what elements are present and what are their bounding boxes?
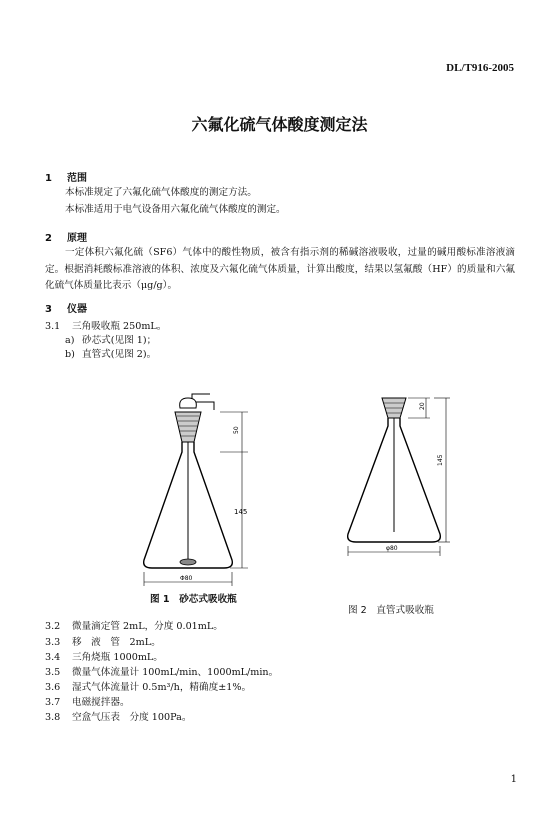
section-1-line-1: 本标准规定了六氟化硫气体酸度的测定方法。 [65,187,257,198]
item-3-5 [45,666,278,680]
page-number: 1 [510,774,517,785]
item-text: 微量气体流量计 100mL/min、1000mL/min。 [72,667,279,678]
item-text: 电磁搅拌器。 [72,697,130,708]
item-number: 3.2 [45,621,61,632]
dim-label-50: 50 [233,426,240,434]
section-2-title: 原理 [67,233,87,244]
dim-label-phi80: φ80 [386,545,398,552]
section-3-title: 仪器 [67,304,87,315]
dim-label-145: 145 [234,508,248,516]
dim-label-phi80: Φ80 [180,575,193,582]
section-3-heading [45,300,87,315]
item-text: 三角烧瓶 1000mL。 [72,652,163,663]
item-number: 3.3 [45,637,61,648]
document-code: DL/T916-2005 [446,62,514,74]
item-3-3 [45,636,161,650]
item-3-8 [45,711,191,725]
dim-label-145: 145 [437,454,444,466]
sand-core [180,559,196,565]
section-2-number: 2 [45,233,52,244]
item-number: 3.4 [45,652,61,663]
item-number: 3.7 [45,697,61,708]
item-3-6 [45,681,251,695]
section-2-paragraph: 一定体积六氟化硫（SF6）气体中的酸性物质，被含有指示剂的稀碱溶液吸收，过量的碱用酸标准溶液滴定。根据消耗酸标准溶液的体积、浓度及六氟化硫气体质量，计算出酸度，结果以氢氟酸（HF）的质量和六氟化硫气体质量比表示（μg/g）。 [45,247,515,291]
section-1-line-2: 本标准适用于电气设备用六氟化硫气体酸度的测定。 [65,204,286,215]
item-text: 移 液 管 2mL。 [72,637,161,648]
item-number: 3.8 [45,712,61,723]
section-1-number: 1 [45,173,52,184]
section-3-number: 3 [45,304,52,315]
dim-label-20: 20 [419,402,426,410]
item-text: 空盒气压表 分度 100Pa。 [72,712,192,723]
item-3-4 [45,651,163,665]
item-number: b) [65,349,75,360]
figure-2-straight-tube-flask [330,390,460,560]
item-number: 3.1 [45,321,61,332]
flask-stopper-top [180,398,197,408]
item-a [65,334,156,348]
figure-1-caption: 图 1 砂芯式吸收瓶 [150,594,237,605]
item-b [65,348,156,362]
item-number: a) [65,335,75,346]
item-text: 三角吸收瓶 250mL。 [72,321,167,332]
section-1-heading [45,169,87,184]
item-3-7 [45,696,130,710]
flask-ground-joint [175,412,201,442]
figure-1-sand-core-flask [130,390,270,590]
item-number: 3.5 [45,667,61,678]
section-2-heading [45,229,87,244]
item-number: 3.6 [45,682,61,693]
item-3-1 [45,320,166,334]
item-3-2 [45,620,223,634]
item-text: 砂芯式(见图 1)； [82,335,157,346]
page-title: 六氟化硫气体酸度测定法 [191,115,368,134]
figure-2-caption: 图 2 直管式吸收瓶 [348,605,434,616]
item-text: 湿式气体流量计 0.5m³/h，精确度±1%。 [72,682,252,693]
item-text: 微量滴定管 2mL，分度 0.01mL。 [72,621,223,632]
item-text: 直管式(见图 2)。 [82,349,157,360]
section-1-title: 范围 [67,173,87,184]
